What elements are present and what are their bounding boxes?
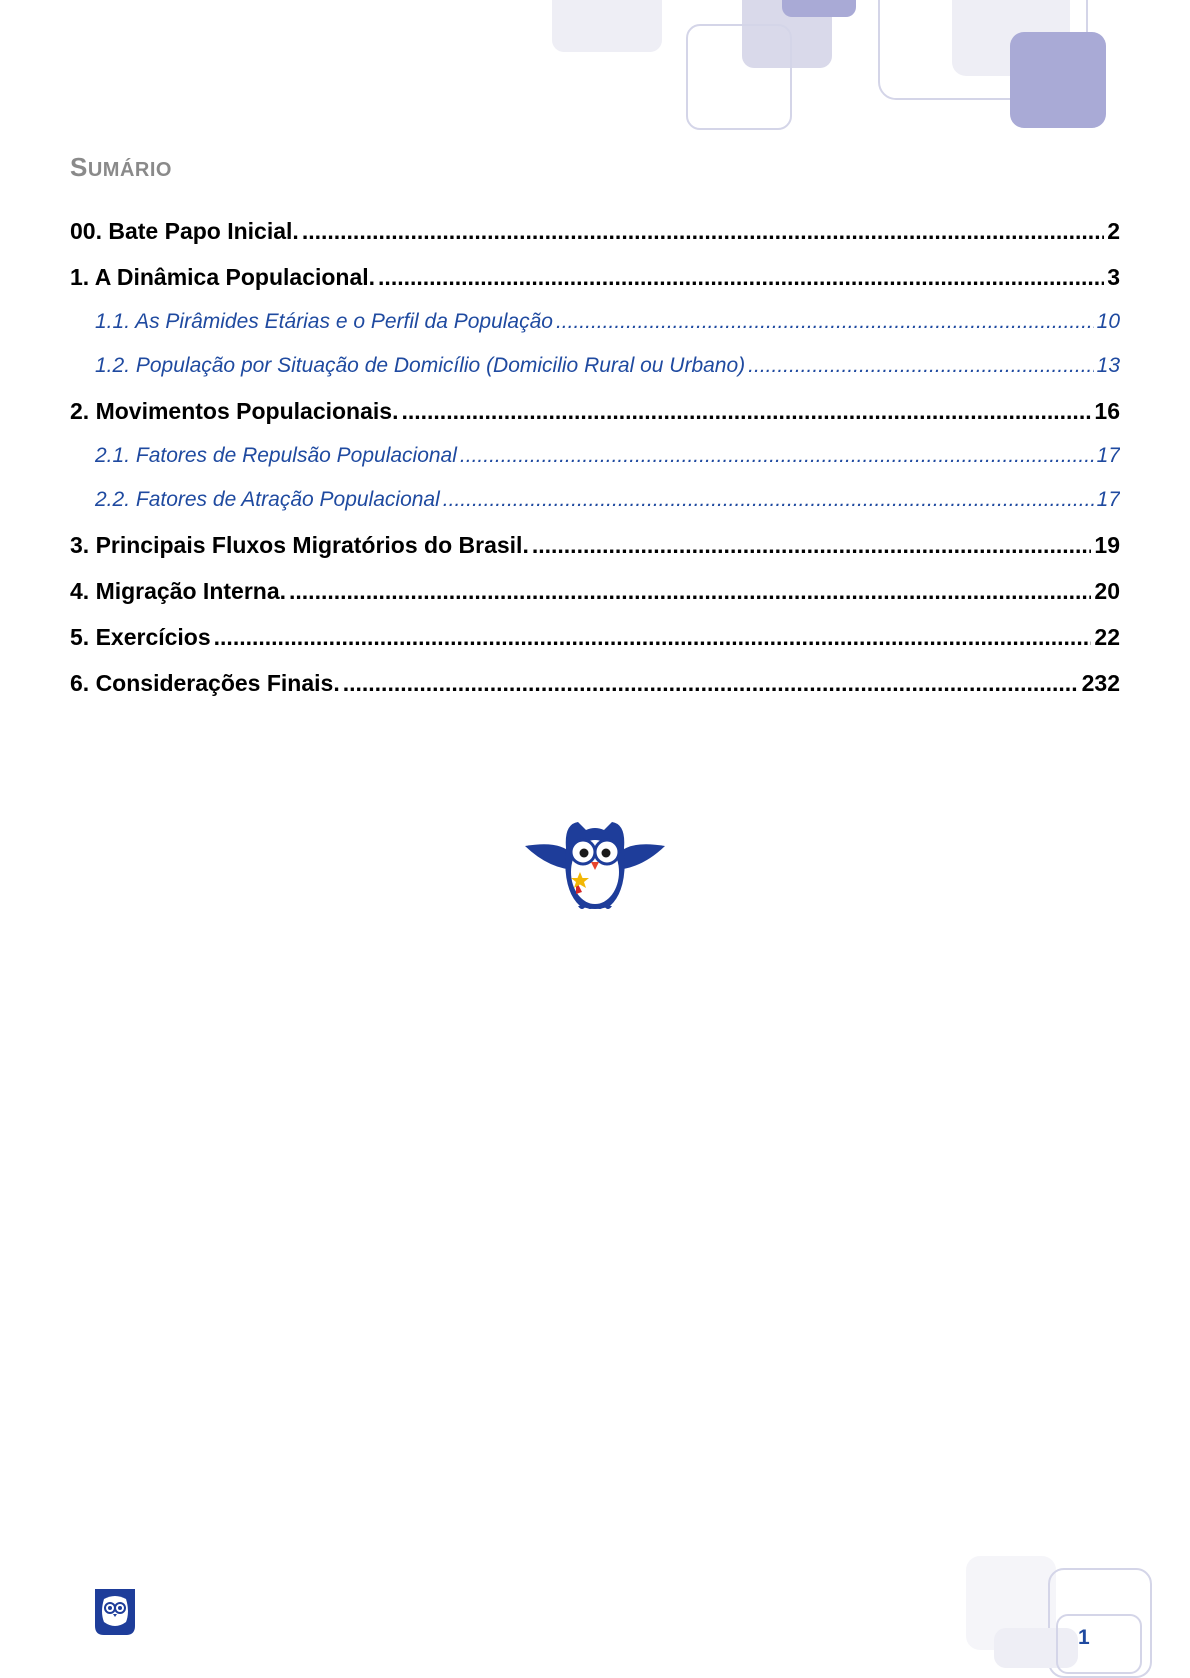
toc-leader-dots — [302, 218, 1104, 245]
toc-leader-dots — [214, 624, 1092, 651]
toc-entry-label: 1. A Dinâmica Populacional. — [70, 264, 376, 290]
toc-entry-dinamica-populacional[interactable] — [70, 264, 1120, 310]
toc-entry-consideracoes-finais[interactable] — [70, 670, 1120, 716]
toc-entry-page: 2 — [1107, 218, 1120, 244]
header-decor-square — [1010, 32, 1106, 128]
toc-entry-bate-papo[interactable] — [70, 218, 1120, 264]
toc-leader-dots — [748, 354, 1093, 378]
toc-entry-page: 232 — [1081, 670, 1120, 696]
toc-entry-piramides-etarias[interactable] — [70, 310, 1120, 354]
toc-entry-page: 20 — [1094, 578, 1120, 604]
toc-entry-page: 10 — [1096, 310, 1120, 333]
toc-entry-exercicios[interactable] — [70, 624, 1120, 670]
toc-leader-dots — [343, 670, 1079, 697]
toc-entry-fluxos-migratorios[interactable] — [70, 532, 1120, 578]
toc-entry-page: 17 — [1096, 444, 1120, 467]
toc-entry-page: 17 — [1096, 488, 1120, 511]
toc-entry-label: 2.2. Fatores de Atração Populacional — [95, 488, 440, 511]
toc-entry-label: 4. Migração Interna. — [70, 578, 287, 604]
toc-entry-label: 1.1. As Pirâmides Etárias e o Perfil da População — [95, 310, 553, 333]
toc-entry-label: 5. Exercícios — [70, 624, 211, 650]
header-decor-square — [686, 24, 792, 130]
toc-leader-dots — [401, 398, 1091, 425]
toc-entry-fatores-repulsao[interactable] — [70, 444, 1120, 488]
toc-entry-movimentos-populacionais[interactable] — [70, 398, 1120, 444]
header-decor-square — [782, 0, 856, 17]
toc-entry-page: 3 — [1107, 264, 1120, 290]
table-of-contents — [70, 218, 1120, 716]
toc-entry-page: 19 — [1094, 532, 1120, 558]
toc-entry-label: 3. Principais Fluxos Migratórios do Brasil. — [70, 532, 529, 558]
toc-leader-dots — [443, 488, 1094, 512]
toc-entry-label: 1.2. População por Situação de Domicílio (Domicilio Rural ou Urbano) — [95, 354, 746, 377]
toc-leader-dots — [460, 444, 1094, 468]
toc-heading — [70, 152, 172, 183]
owl-mascot-icon — [520, 820, 670, 912]
toc-entry-page: 22 — [1094, 624, 1120, 650]
header-decor-square — [552, 0, 662, 52]
toc-leader-dots — [289, 578, 1091, 605]
owl-logo-icon — [92, 1586, 138, 1638]
footer-decor-square — [1056, 1614, 1142, 1674]
toc-entry-migracao-interna[interactable] — [70, 578, 1120, 624]
toc-heading-rest: UMÁRIO — [87, 159, 172, 181]
toc-leader-dots — [378, 264, 1104, 291]
toc-entry-fatores-atracao[interactable] — [70, 488, 1120, 532]
toc-leader-dots — [556, 310, 1094, 334]
toc-entry-page: 13 — [1096, 354, 1120, 377]
toc-entry-label: 00. Bate Papo Inicial. — [70, 218, 299, 244]
toc-entry-page: 16 — [1094, 398, 1120, 424]
page-number: 1 — [1078, 1626, 1090, 1649]
toc-entry-label: 2.1. Fatores de Repulsão Populacional — [95, 444, 457, 467]
toc-entry-label: 2. Movimentos Populacionais. — [70, 398, 399, 424]
toc-heading-initial: S — [70, 152, 88, 182]
toc-entry-situacao-domicilio[interactable] — [70, 354, 1120, 398]
toc-entry-label: 6. Considerações Finais. — [70, 670, 340, 696]
toc-leader-dots — [532, 532, 1092, 559]
